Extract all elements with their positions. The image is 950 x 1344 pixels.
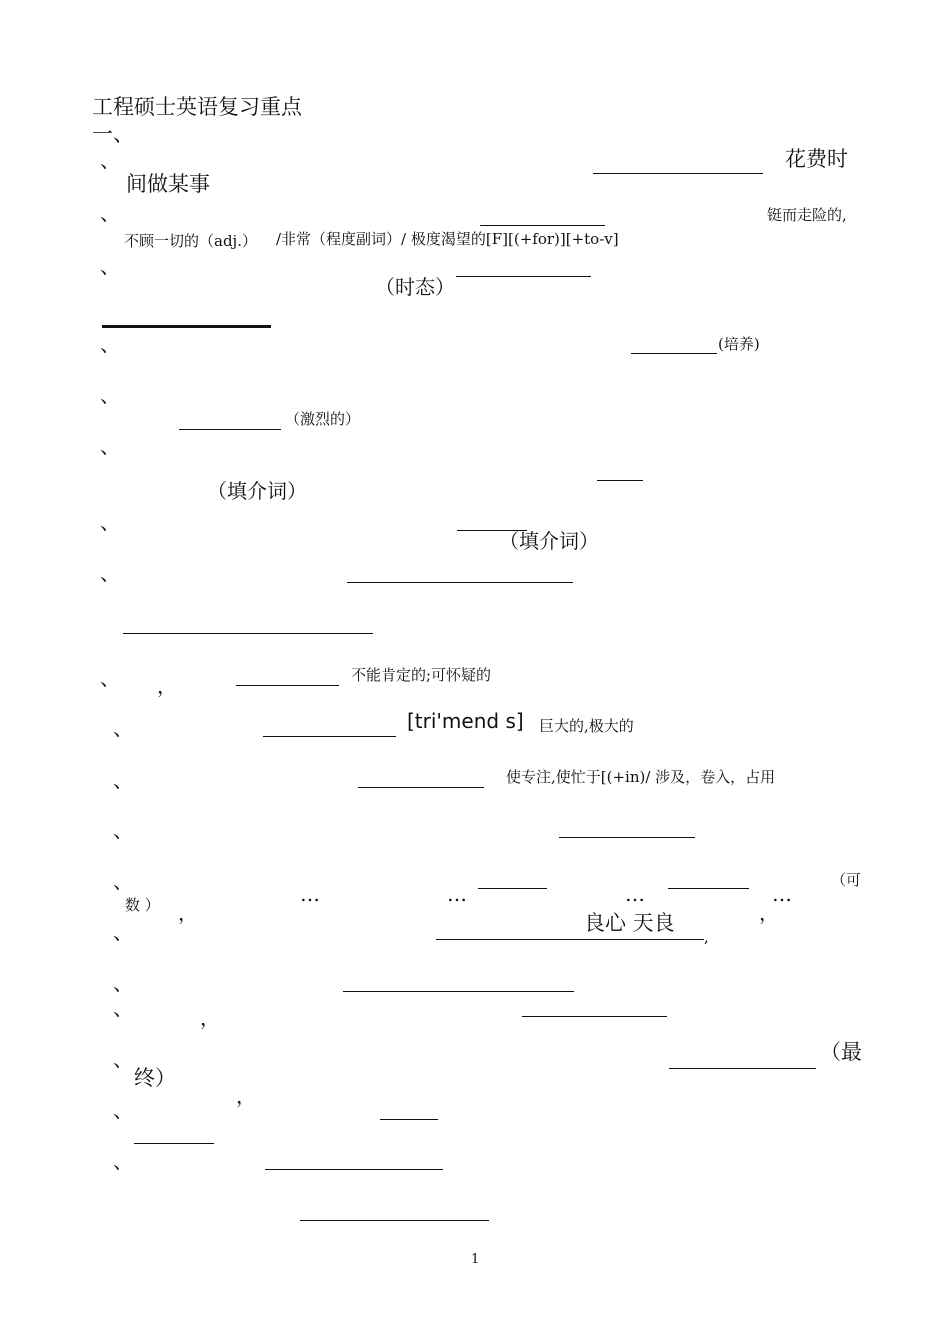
item-bullet: 、	[113, 1098, 133, 1122]
hint-text: 铤而走险的,	[767, 206, 847, 224]
page-number: 1	[471, 1252, 480, 1267]
item-bullet: 、	[100, 561, 120, 585]
comma: ，	[759, 901, 779, 925]
answer-blank[interactable]	[263, 736, 396, 737]
hint-text: 良心 天良	[584, 911, 675, 935]
comma: ，	[200, 1006, 220, 1030]
hint-text: （最	[820, 1040, 862, 1064]
item-bullet: 、	[113, 1047, 133, 1071]
item-bullet: 、	[113, 1149, 133, 1173]
hint-text: 花费时	[785, 147, 848, 171]
item-bullet: 、	[113, 869, 133, 893]
hint-text: 不顾一切的（adj.）	[124, 232, 257, 250]
item-bullet: 、	[100, 383, 120, 407]
hint-text: （可	[831, 871, 862, 889]
answer-blank[interactable]	[593, 173, 763, 174]
answer-blank[interactable]	[480, 225, 605, 226]
item-bullet: 、	[100, 332, 120, 356]
answer-blank[interactable]	[380, 1119, 438, 1120]
answer-blank[interactable]	[102, 325, 271, 328]
hint-text: 巨大的,极大的	[539, 717, 634, 735]
answer-blank[interactable]	[347, 582, 573, 583]
hint-text: 终）	[134, 1066, 176, 1090]
hint-text: 使专注,使忙于[(+in)/ 涉及，卷入，占用	[506, 768, 776, 786]
answer-blank[interactable]	[631, 353, 717, 354]
ellipsis: …	[447, 882, 467, 906]
item-bullet: 、	[113, 716, 133, 740]
item-bullet: 、	[100, 201, 120, 225]
answer-blank[interactable]	[559, 837, 695, 838]
answer-blank[interactable]	[343, 991, 574, 992]
item-bullet: 、	[113, 971, 133, 995]
item-bullet: 、	[100, 666, 120, 690]
answer-blank[interactable]	[478, 888, 547, 889]
hint-text: （填介词）	[499, 529, 599, 553]
hint-text: /非常（程度副词）/ 极度渴望的[F][(+for)][+to-v]	[276, 230, 619, 248]
answer-blank[interactable]	[123, 633, 373, 634]
item-bullet: 、	[100, 434, 120, 458]
answer-blank[interactable]	[134, 1143, 214, 1144]
item-bullet: 、	[113, 996, 133, 1020]
ellipsis: …	[772, 882, 792, 906]
item-bullet: 、	[100, 254, 120, 278]
answer-blank[interactable]	[265, 1169, 443, 1170]
punct: ,	[704, 928, 709, 946]
answer-blank[interactable]	[522, 1016, 667, 1017]
answer-blank[interactable]	[358, 787, 484, 788]
section-label: 一、	[92, 122, 134, 146]
ellipsis: …	[625, 882, 645, 906]
hint-text: （填介词）	[207, 479, 307, 503]
item-bullet: 、	[100, 510, 120, 534]
ellipsis: …	[300, 882, 320, 906]
comma: ，	[178, 901, 198, 925]
answer-blank[interactable]	[300, 1220, 489, 1221]
hint-text: 间做某事	[126, 172, 210, 196]
answer-blank[interactable]	[436, 939, 704, 940]
item-bullet: 、	[113, 768, 133, 792]
hint-text: （时态）	[375, 275, 455, 299]
item-bullet: 、	[100, 148, 120, 172]
item-bullet: 、	[113, 920, 133, 944]
comma: ，	[157, 674, 177, 698]
answer-blank[interactable]	[456, 276, 591, 277]
hint-text: 数 ）	[125, 896, 160, 914]
hint-text: (培养)	[718, 335, 760, 353]
hint-text: 不能肯定的;可怀疑的	[351, 666, 492, 684]
document-title: 工程硕士英语复习重点	[92, 95, 302, 119]
comma: ，	[236, 1084, 256, 1108]
hint-text: （激烈的）	[285, 410, 361, 428]
answer-blank[interactable]	[669, 1068, 816, 1069]
answer-blank[interactable]	[236, 685, 339, 686]
item-bullet: 、	[113, 818, 133, 842]
phonetic-text: [tri'mend s]	[407, 709, 524, 733]
answer-blank[interactable]	[597, 480, 643, 481]
answer-blank[interactable]	[668, 888, 749, 889]
answer-blank[interactable]	[179, 429, 281, 430]
